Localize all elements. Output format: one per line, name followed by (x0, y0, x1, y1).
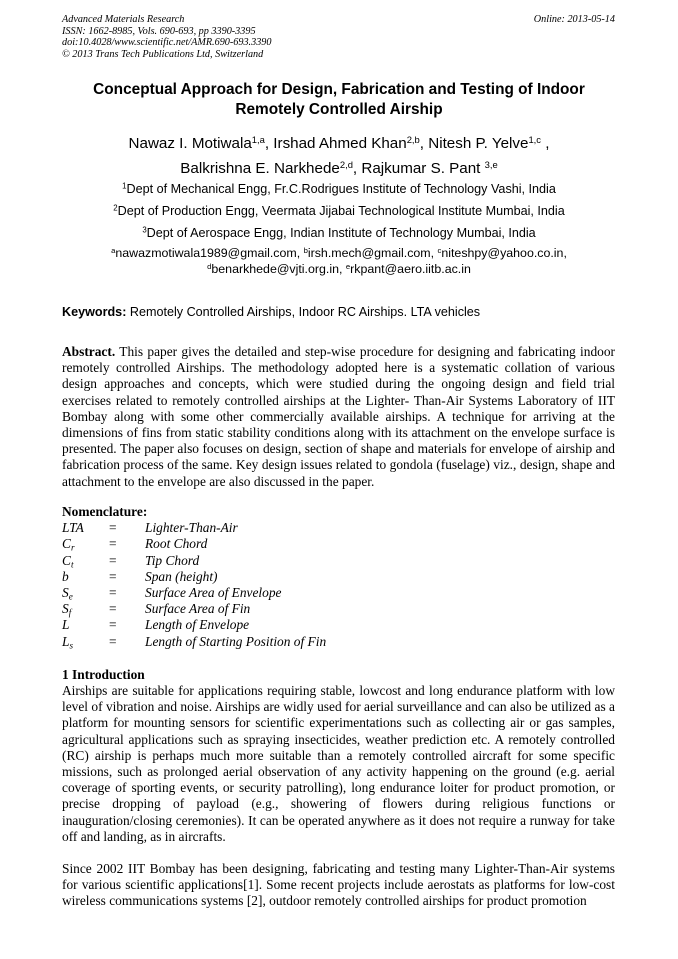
nomenclature-definition: Length of Starting Position of Fin (145, 633, 327, 649)
author-sup: 3,e (484, 158, 498, 170)
nomenclature-equals: = (109, 584, 117, 600)
symbol-subscript: s (69, 639, 73, 650)
author-name: Irshad Ahmed Khan (273, 135, 407, 152)
intro-paragraph-1: Airships are suitable for applications requiring stable, lowcost and long endurance platform with low level of vibration and noise. Airships are widly used for aerial surveillance and can also be utilized as a platform for mounting sensors for scientific experimentations such as collecting air or gas samples, agricultural applications such as spraying insecticides, weather prediction etc. A remotely controlled (RC) airship is perhaps much more suitable than a remotely controlled aircraft for some specific missions, such as prolonged aerial observation of any activity happening on the ground (e.g. aerial coverage of sporting events, or security patrolling), long endurance loiter for product promotion, or precise dropping of payload (e.g., showering of flowers during religious functions or inauguration/closing ceremonies). It can be operated anywhere as it does not require a runway for take off and landing, as in aircrafts. (62, 683, 615, 844)
symbol-base: C (62, 536, 71, 552)
nomenclature-row (62, 569, 462, 585)
abstract-text: This paper gives the detailed and step-wise procedure for designing and fabricating indoor remotely controlled Airships. The methodology adopted here is a systematic collation of various design approaches and concepts, which were studied during the ongoing design and field trial exercises related to remotely controlled airships at the Lighter- Than-Air Systems Laboratory of IIT Bombay along with some other commercially available airships. A technique for arriving at the dimensions of fins from static stability conditions along with its attachment on the envelope surface is presented. The paper also focuses on design, section of shape and materials for envelope of airship and fabrication process of the same. Key design issues related to gondola (fuselage) viz., design, shape and attachment to the envelope are also discussed in the paper. (62, 344, 615, 489)
affiliation-text: Dept of Mechanical Engg, Fr.C.Rodrigues Institute of Technology Vashi, India (126, 182, 556, 196)
affiliation-sup: 1 (122, 181, 127, 191)
affiliation-3 (62, 225, 616, 241)
author-sup: 1,c (528, 133, 541, 145)
journal-name: Advanced Materials Research (62, 14, 185, 25)
nomenclature-definition: Root Chord (145, 536, 208, 552)
symbol-base: LTA (62, 520, 84, 536)
nomenclature-equals: = (109, 617, 117, 633)
nomenclature-title: Nomenclature: (62, 504, 148, 519)
nomenclature-row (62, 536, 462, 552)
author-name: Nawaz I. Motiwala (128, 135, 252, 152)
nomenclature-row (62, 634, 462, 650)
symbol-base: L (62, 617, 70, 633)
nomenclature-definition: Tip Chord (145, 552, 200, 568)
author-sep: , (419, 135, 429, 152)
author-sup: 2,b (406, 133, 420, 145)
nomenclature-row (62, 553, 462, 569)
symbol-base: S (62, 584, 69, 600)
affiliation-1 (62, 181, 616, 197)
nomenclature-equals: = (109, 536, 117, 552)
affiliation-text: Dept of Production Engg, Veermata Jijabai Technological Institute Mumbai, India (117, 204, 565, 218)
email-sup: a (111, 245, 116, 255)
keywords-text: Remotely Controlled Airships, Indoor RC Airships. LTA vehicles (126, 305, 481, 319)
nomenclature-symbol (62, 520, 84, 536)
affiliation-sup: 3 (142, 225, 147, 235)
author-sep: , (541, 135, 550, 152)
email-link[interactable]: niteshpy@yahoo.co.in (441, 246, 564, 260)
online-date: Online: 2013-05-14 (533, 14, 615, 25)
doi-line: doi:10.4028/www.scientific.net/AMR.690-693.3390 (62, 37, 272, 49)
email-sep: , (339, 262, 346, 276)
email-sup: c (437, 245, 442, 255)
nomenclature-equals: = (109, 601, 117, 617)
email-link[interactable]: irsh.mech@gmail.com (307, 246, 431, 260)
nomenclature-symbol (62, 569, 69, 585)
author-name: Rajkumar S. Pant (361, 160, 485, 177)
nomenclature-list (62, 520, 462, 650)
nomenclature-definition: Surface Area of Envelope (145, 584, 282, 600)
issn-line: ISSN: 1662-8985, Vols. 690-693, pp 3390-3395 (62, 25, 256, 37)
keywords-label: Keywords: (62, 305, 127, 319)
email-sep: , (563, 246, 567, 260)
symbol-subscript: f (68, 607, 72, 618)
author-line-1 (62, 131, 616, 156)
intro-paragraph-2: Since 2002 IIT Bombay has been designing, fabricating and testing many Lighter-Than-Air systems for various scientific applications[1]. Some recent projects include aerostats as platforms for low-cost wireless communications systems [2], outdoor remotely controlled airships for product promotion (62, 861, 615, 909)
nomenclature (62, 504, 462, 650)
symbol-base: S (62, 601, 69, 617)
nomenclature-row (62, 601, 462, 617)
nomenclature-symbol (62, 634, 73, 653)
affiliation-2 (62, 203, 616, 219)
author-name: Balkrishna E. Narkhede (180, 160, 340, 177)
symbol-base: L (62, 633, 70, 649)
email-sup: e (345, 261, 351, 271)
author-sup: 1,a (251, 133, 265, 145)
nomenclature-row (62, 617, 462, 633)
nomenclature-equals: = (109, 520, 117, 536)
nomenclature-equals: = (109, 568, 117, 584)
email-sup: b (303, 245, 308, 255)
author-list (62, 131, 616, 181)
journal-header (62, 14, 271, 60)
author-name: Nitesh P. Yelve (428, 135, 529, 152)
symbol-base: C (62, 552, 71, 568)
author-sep: , (264, 135, 274, 152)
email-block (62, 245, 616, 277)
author-sep: , (352, 160, 362, 177)
symbol-subscript: t (70, 558, 74, 569)
nomenclature-equals: = (109, 633, 117, 649)
affiliation-sup: 2 (113, 203, 118, 213)
abstract-label: Abstract. (62, 344, 116, 359)
symbol-subscript: r (70, 542, 75, 553)
email-sep: , (430, 246, 438, 260)
abstract (62, 344, 615, 490)
symbol-subscript: e (68, 591, 73, 602)
nomenclature-definition: Length of Envelope (145, 617, 250, 633)
nomenclature-row (62, 520, 462, 536)
section-heading: 1 Introduction (62, 667, 145, 682)
nomenclature-definition: Lighter-Than-Air (145, 520, 238, 536)
keywords (62, 304, 616, 320)
email-link[interactable]: benarkhede@vjti.org.in (211, 262, 339, 276)
email-link[interactable]: rkpant@aero.iitb.ac.in (350, 262, 471, 276)
nomenclature-row (62, 585, 462, 601)
nomenclature-definition: Span (height) (145, 568, 218, 584)
symbol-base: b (62, 568, 69, 584)
email-line-1 (62, 245, 616, 261)
copyright-line: © 2013 Trans Tech Publications Ltd, Switzerland (62, 48, 264, 60)
nomenclature-symbol (62, 617, 69, 633)
nomenclature-definition: Surface Area of Fin (145, 601, 251, 617)
email-sep: , (296, 246, 304, 260)
author-sup: 2,d (339, 158, 353, 170)
nomenclature-equals: = (109, 552, 117, 568)
email-line-2 (62, 261, 616, 277)
paper-title: Conceptual Approach for Design, Fabrication and Testing of Indoor Remotely Controlled Airship (93, 81, 585, 118)
email-sup: d (207, 261, 212, 271)
affiliation-text: Dept of Aerospace Engg, Indian Institute of Technology Mumbai, India (146, 226, 536, 240)
email-link[interactable]: nawazmotiwala1989@gmail.com (115, 246, 297, 260)
author-line-2 (62, 156, 616, 181)
